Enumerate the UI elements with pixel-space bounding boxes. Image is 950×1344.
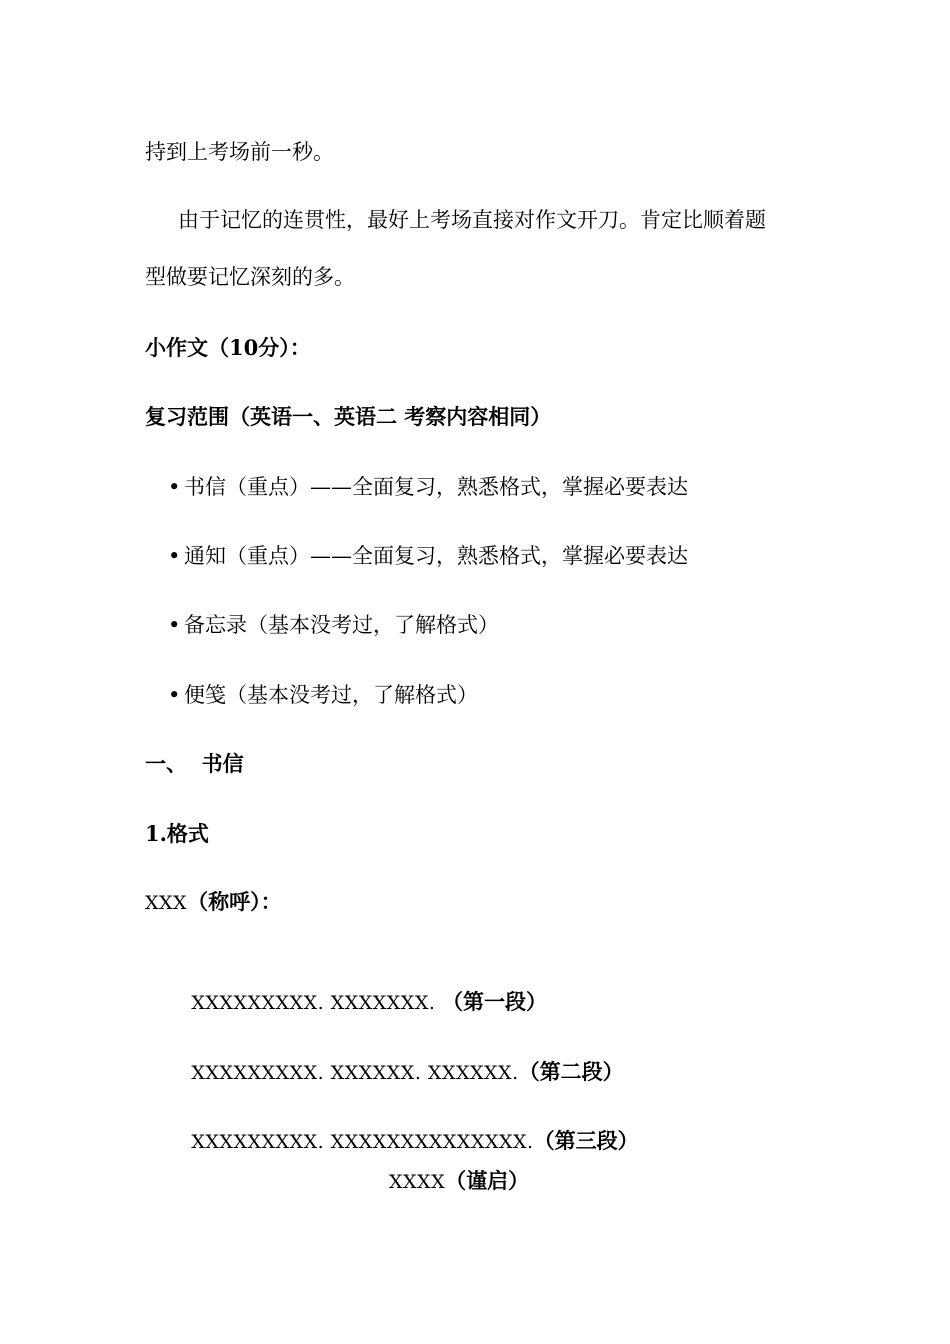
letter-closing [389,1166,529,1197]
bullet-icon: • [168,613,181,637]
list-item [168,610,499,640]
letter-paragraph-text: XXXXXXXXX. XXXXXXX. [191,992,442,1014]
letter-paragraph-text: XXXXXXXXX. XXXXXXXXXXXXXX. [191,1131,534,1153]
paragraph-text: 型做要记忆深刻的多。 [145,265,355,289]
list-item [168,472,688,502]
letter-paragraph [178,1096,639,1157]
letter-paragraph-label: （第一段） [441,989,547,1014]
heading-small-essay: 小作文（10分）： [145,335,311,360]
list-item-text: 便笺（基本没考过，了解格式） [184,683,478,707]
paragraph-text: 持到上考场前一秒。 [145,140,334,164]
letter-paragraph [178,957,547,1018]
bullet-icon: • [168,683,181,707]
closing-text: XXXX [389,1171,446,1193]
heading-section-one: 一、 书信 [145,751,244,776]
list-item [168,541,688,571]
letter-paragraph-label: （第二段） [518,1059,624,1084]
list-item-text: 书信（重点）——全面复习，熟悉格式，掌握必要表达 [184,475,688,499]
heading-review-scope: 复习范围（英语一、英语二 考察内容相同） [145,404,552,429]
salutation-text: XXX [145,892,188,914]
list-item-text: 通知（重点）——全面复习，熟悉格式，掌握必要表达 [184,544,688,568]
bullet-icon: • [168,475,181,499]
salutation-label: （称呼）： [187,889,282,914]
list-item [168,680,478,710]
paragraph-text: 由于记忆的连贯性，最好上考场直接对作文开刀。肯定比顺着题 [178,208,766,232]
letter-paragraph [178,1027,624,1088]
letter-salutation [145,887,282,918]
heading-format: 1.格式 [145,821,209,846]
letter-paragraph-label: （第三段） [533,1128,639,1153]
bullet-icon: • [168,544,181,568]
letter-paragraph-text: XXXXXXXXX. XXXXXX. XXXXXX. [191,1062,519,1084]
list-item-text: 备忘录（基本没考过，了解格式） [184,613,499,637]
closing-label: （谨启） [445,1168,530,1193]
